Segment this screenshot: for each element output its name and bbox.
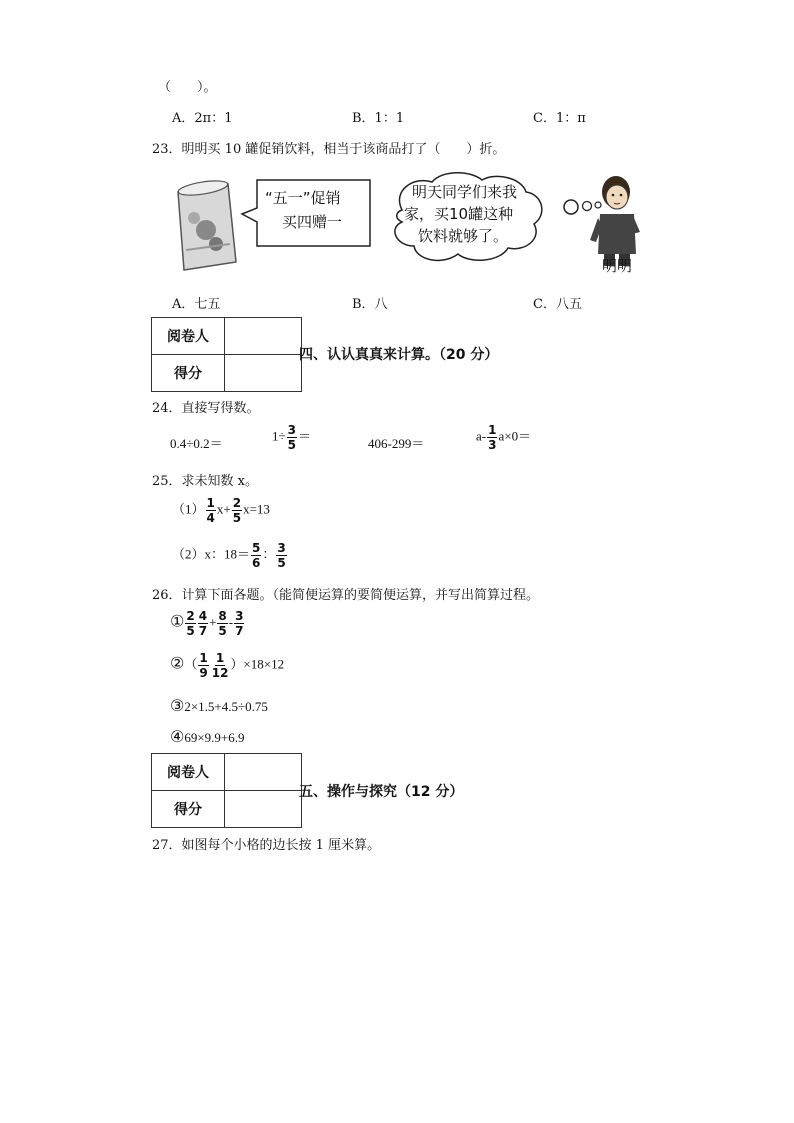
fraction-numerator: 1 xyxy=(488,423,497,437)
fraction-numerator: 5 xyxy=(252,541,261,555)
q24-expr-4-pre: a- xyxy=(476,428,487,444)
circled-number-1: ① xyxy=(170,611,185,631)
score-box-section5 xyxy=(151,753,302,828)
q23-option-c: C．八五 xyxy=(533,297,582,312)
q26-expr-4-text: 69×9.9+6.9 xyxy=(184,730,245,745)
fraction-denominator: 5 xyxy=(186,624,195,638)
promo-illustration-svg xyxy=(170,170,640,278)
q23-stem: 23．明明买 10 罐促销饮料，相当于该商品打了（ ）折。 xyxy=(152,142,506,157)
fraction-denominator: 3 xyxy=(488,438,497,452)
fraction-numerator: 4 xyxy=(198,609,208,623)
q24-expr-4 xyxy=(476,424,531,451)
q26-expr-1-plus: + xyxy=(209,614,217,630)
q24-expr-4-post: a×0＝ xyxy=(498,428,532,444)
q26-expr-1-minus: - xyxy=(228,614,234,630)
q25-part-1-fraction-2 xyxy=(232,497,242,524)
q23-option-a: A．七五 xyxy=(172,297,221,312)
q26-expr-2-fraction-2 xyxy=(211,652,230,679)
sign-line-2: 买四赠一 xyxy=(282,213,343,231)
circled-number-3: ③ xyxy=(170,696,185,715)
fraction-numerator: 1 xyxy=(199,651,208,665)
fraction-numerator: 8 xyxy=(218,609,227,623)
score-cell xyxy=(225,355,302,392)
score-label: 得分 xyxy=(152,791,225,828)
fraction-denominator: 5 xyxy=(287,438,296,452)
q26-expr-3-text: 2×1.5+4.5÷0.75 xyxy=(184,699,268,714)
fraction-numerator: 3 xyxy=(277,541,286,555)
q26-expr-1-fraction-3 xyxy=(217,610,227,637)
q22-option-b: B．1：1 xyxy=(352,111,405,126)
q25-part-2-label: （2） xyxy=(172,546,205,562)
q22-option-a: A．2π：1 xyxy=(172,111,233,126)
fraction-denominator: 7 xyxy=(198,624,208,638)
boy-figure-icon xyxy=(590,176,640,266)
q26-expr-1 xyxy=(170,610,245,637)
q25-part-2-colon: ： xyxy=(262,546,276,562)
score-cell xyxy=(225,791,302,828)
q26-expr-4 xyxy=(170,727,245,746)
q23-option-b: B．八 xyxy=(352,297,388,312)
fraction-denominator: 5 xyxy=(218,624,227,638)
fraction-denominator: 7 xyxy=(235,624,244,638)
q26-expr-2 xyxy=(170,652,284,679)
fraction-denominator: 5 xyxy=(277,556,286,570)
fraction-denominator: 5 xyxy=(232,511,242,525)
bubble-line-3: 饮料就够了。 xyxy=(418,227,509,245)
q25-part-1-fraction-1 xyxy=(206,497,216,524)
reviewer-label: 阅卷人 xyxy=(152,754,225,791)
q24-expr-2-post: ＝ xyxy=(298,428,312,444)
score-label: 得分 xyxy=(152,355,225,392)
promo-illustration xyxy=(170,170,640,278)
reviewer-cell xyxy=(225,318,302,355)
fraction-numerator: 3 xyxy=(287,423,296,437)
q24-expr-3: 406-299＝ xyxy=(368,436,425,451)
fraction-numerator: 2 xyxy=(232,496,242,510)
fraction-numerator: 1 xyxy=(206,496,215,510)
q24-expr-1: 0.4÷0.2＝ xyxy=(170,436,223,451)
fraction-denominator: 4 xyxy=(206,511,215,525)
q25-part-2-fraction-2 xyxy=(276,542,286,569)
q25-stem: 25．求未知数 x。 xyxy=(152,474,259,489)
q26-expr-3 xyxy=(170,696,268,715)
q25-part-2 xyxy=(172,542,288,569)
q26-expr-1-fraction-4 xyxy=(234,610,244,637)
q24-expr-2 xyxy=(272,424,311,451)
section4-title: 四、认认真真来计算。（20 分） xyxy=(299,347,499,363)
reviewer-cell xyxy=(225,754,302,791)
circled-number-2: ② xyxy=(170,653,185,673)
q26-expr-2-fraction-1 xyxy=(198,652,208,679)
bubble-line-2: 家，买10罐这种 xyxy=(404,205,514,223)
bubble-line-1: 明天同学们来我 xyxy=(412,183,518,201)
reviewer-label: 阅卷人 xyxy=(152,318,225,355)
score-box-section4 xyxy=(151,317,302,392)
fraction-numerator: 2 xyxy=(186,609,195,623)
fraction-denominator: 9 xyxy=(199,666,208,680)
q26-stem: 26．计算下面各题。（能简便运算的要简便运算，并写出简算过程。 xyxy=(152,588,540,603)
q26-expr-2-tail: ）×18×12 xyxy=(230,656,285,672)
q25-part-2-pre: x：18＝ xyxy=(204,546,251,562)
q27-stem: 27．如图每个小格的边长按 1 厘米算。 xyxy=(152,838,381,853)
fraction-denominator: 12 xyxy=(211,666,229,680)
q25-part-1-mid: x+ xyxy=(216,501,231,517)
q24-expr-2-pre: 1÷ xyxy=(272,428,286,444)
q24-stem: 24．直接写得数。 xyxy=(152,401,260,416)
q25-part-2-fraction-1 xyxy=(251,542,261,569)
q22-option-c: C．1：π xyxy=(533,111,586,126)
q26-expr-1-fraction-2 xyxy=(198,610,208,637)
q25-part-1 xyxy=(172,497,270,524)
drink-can-icon xyxy=(177,178,236,270)
q24-expr-2-fraction xyxy=(287,424,297,451)
q25-part-1-tail: x=13 xyxy=(243,501,270,517)
q25-part-1-label: （1） xyxy=(172,501,205,517)
fraction-denominator: 6 xyxy=(252,556,261,570)
fraction-numerator: 3 xyxy=(235,609,244,623)
fraction-numerator: 1 xyxy=(215,651,225,665)
person-name-label: 明明 xyxy=(602,257,633,275)
q22-tail: （ ）。 xyxy=(158,80,217,95)
section5-title: 五、操作与探究（12 分） xyxy=(299,784,464,800)
circled-number-4: ④ xyxy=(170,727,185,746)
q26-expr-2-open: （ xyxy=(184,656,198,672)
q24-expr-4-fraction xyxy=(487,424,497,451)
sign-line-1: “五一”促销 xyxy=(265,189,341,207)
q26-expr-1-fraction-1 xyxy=(185,610,195,637)
